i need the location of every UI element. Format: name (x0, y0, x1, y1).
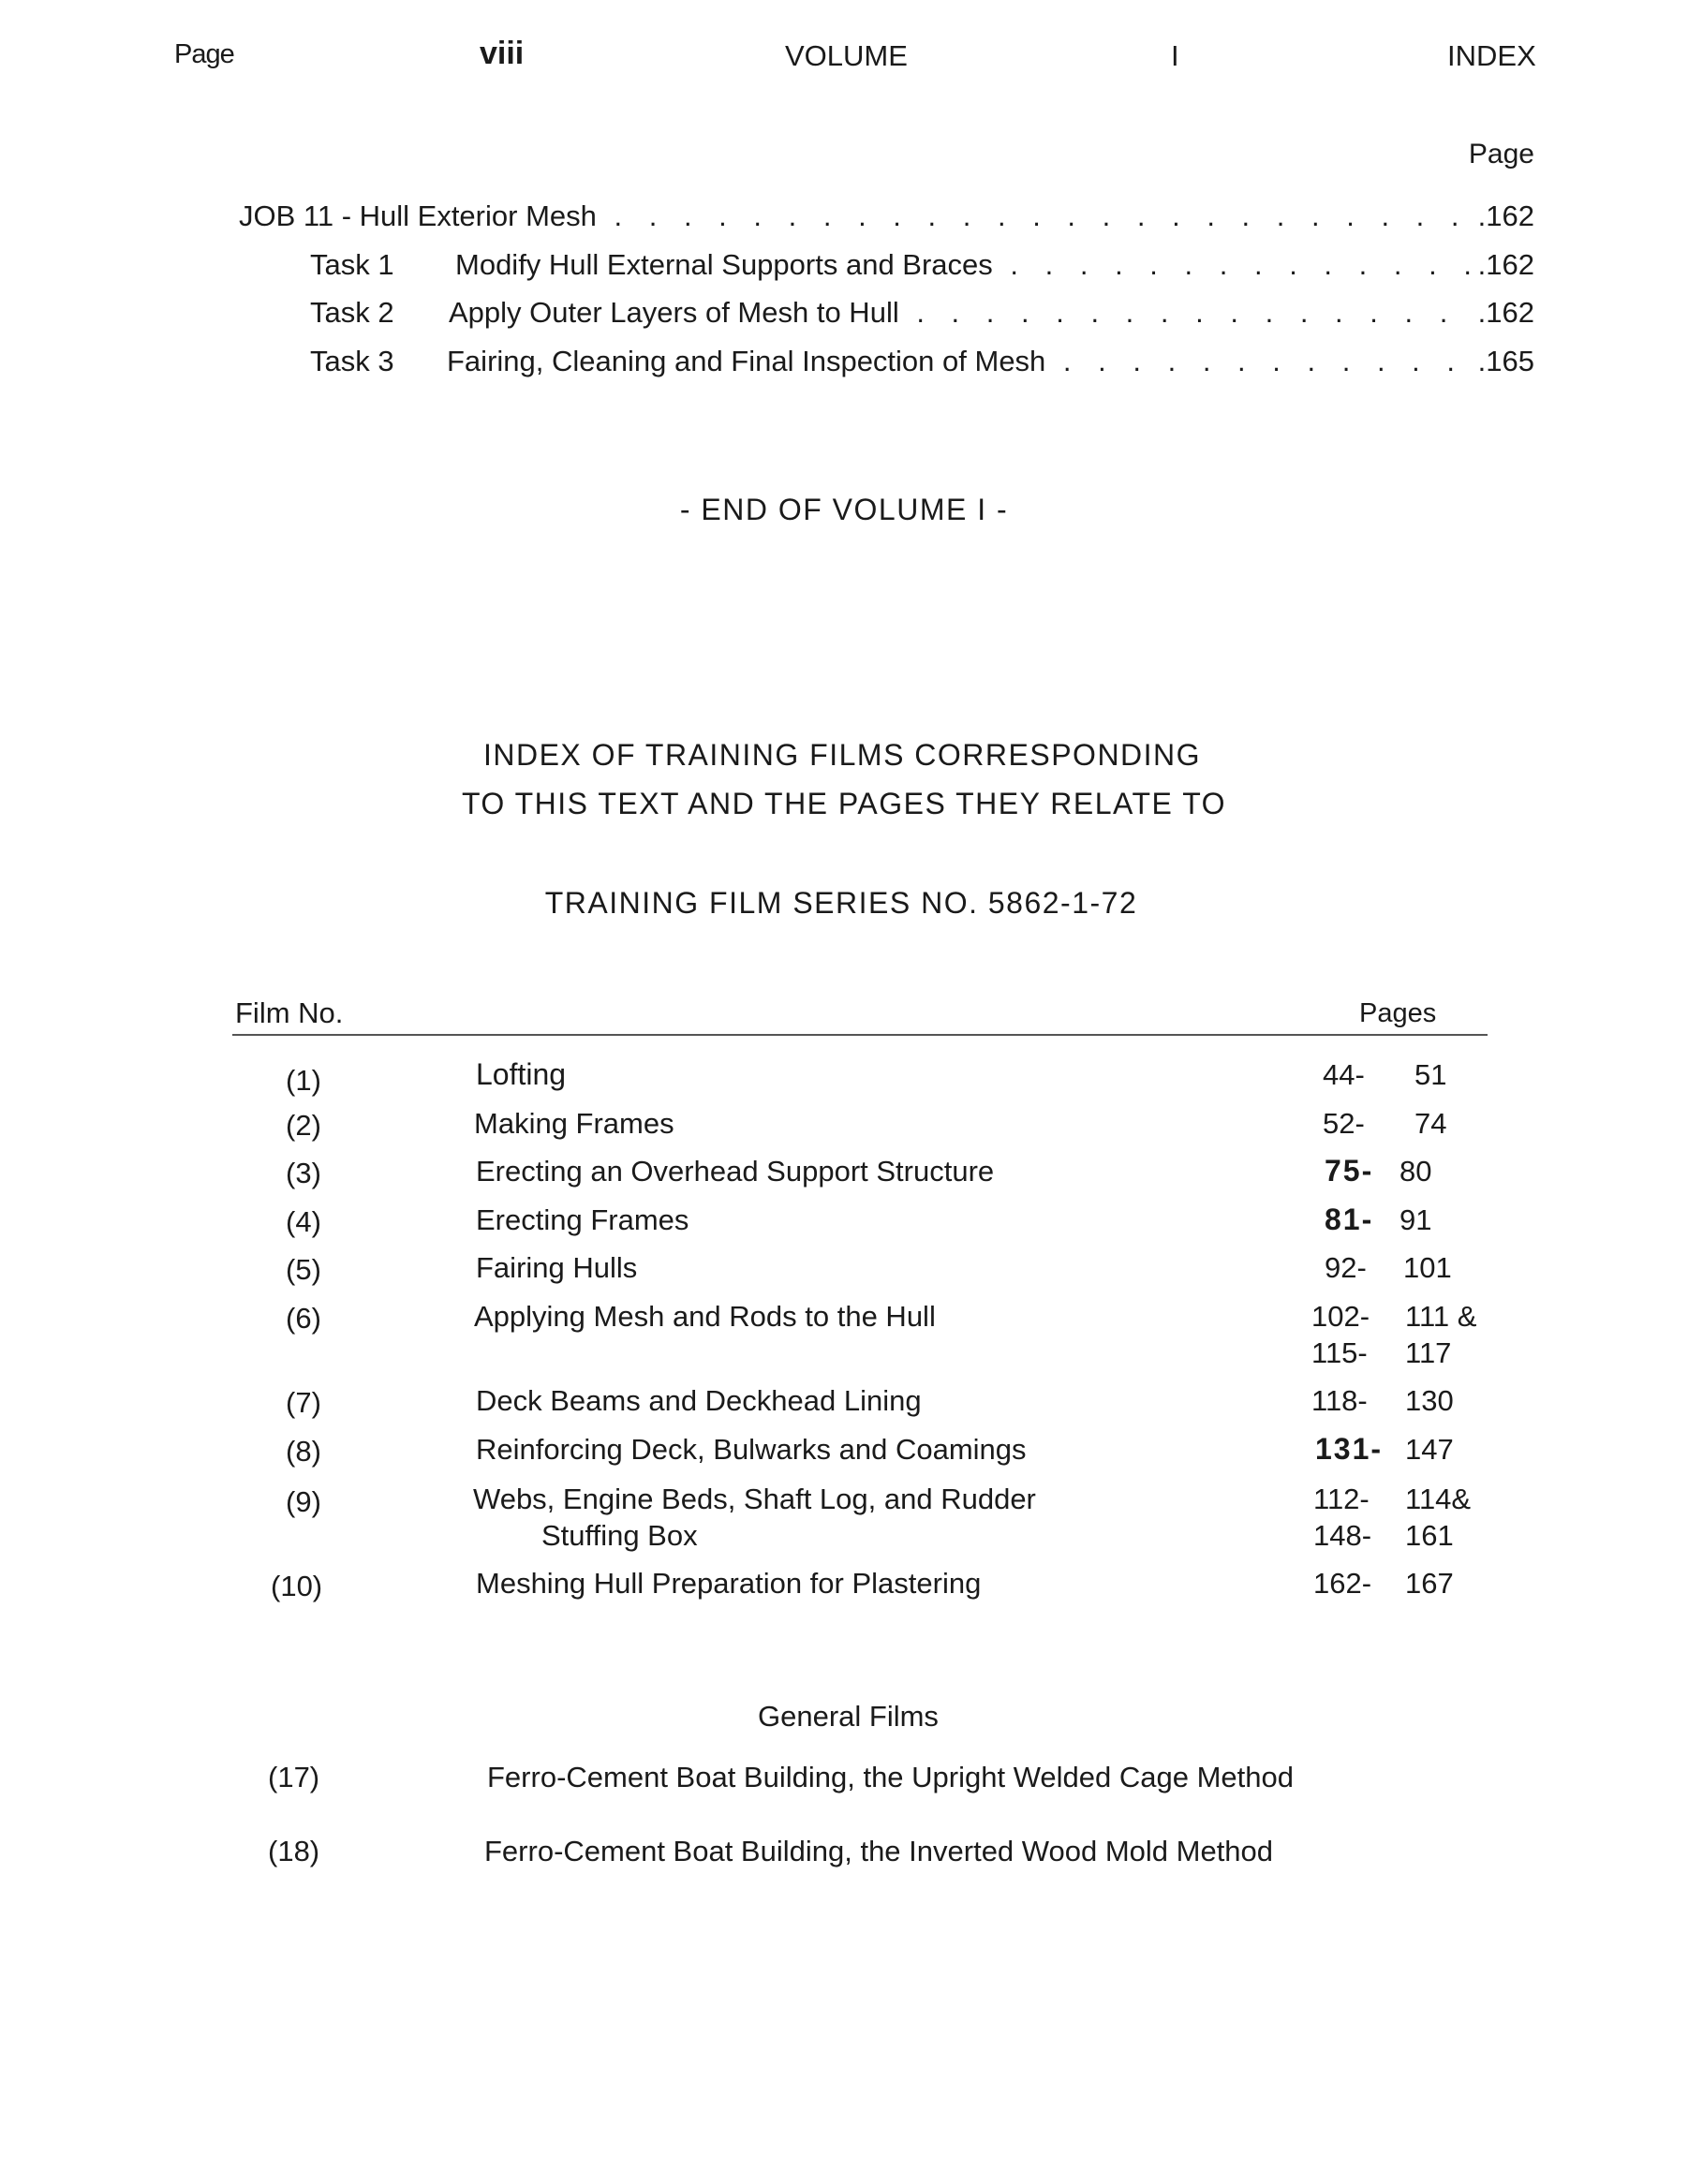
film-title: Applying Mesh and Rods to the Hull (474, 1300, 936, 1333)
film-number: (1) (286, 1064, 321, 1097)
film-title: Deck Beams and Deckhead Lining (476, 1384, 922, 1417)
header-page-word: Page (174, 39, 234, 69)
film-title: Making Frames (474, 1107, 674, 1140)
general-film-title: Ferro-Cement Boat Building, the Upright Welded Cage Method (487, 1761, 1294, 1793)
pages-column-heading: Pages (1359, 998, 1437, 1028)
film-number-column-heading: Film No. (235, 996, 344, 1029)
column-heading-rule (232, 1034, 1488, 1036)
film-pages: 118- 130 (1311, 1384, 1454, 1417)
toc-job-page: .162 (1477, 199, 1534, 232)
film-pages: 92- 101 (1325, 1251, 1452, 1284)
end-of-volume-marker: - END OF VOLUME I - (679, 493, 1009, 526)
toc-job-label: JOB 11 - Hull Exterior Mesh . . . (239, 199, 1534, 233)
films-index-title-line2: TO THIS TEXT AND THE PAGES THEY RELATE TO (461, 787, 1227, 820)
toc-task-title: Apply Outer Layers of Mesh to Hull . . . (449, 296, 1534, 330)
film-title: Erecting Frames (476, 1203, 689, 1236)
film-number: (2) (286, 1109, 321, 1142)
film-pages: 162- 167 (1313, 1567, 1454, 1600)
film-number: (10) (271, 1570, 323, 1602)
general-film-title: Ferro-Cement Boat Building, the Inverted Wood Mold Method (484, 1835, 1274, 1867)
film-pages: 102- 111 & 115- 117 (1311, 1300, 1477, 1369)
toc-job-row (0, 199, 1703, 237)
header-volume-number: I (1171, 39, 1179, 72)
film-number: (7) (286, 1386, 321, 1419)
film-title: Fairing Hulls (476, 1251, 638, 1284)
film-series-number: TRAINING FILM SERIES NO. 5862-1-72 (544, 886, 1138, 920)
toc-task-row (0, 345, 1703, 382)
film-title: Meshing Hull Preparation for Plastering (476, 1567, 982, 1600)
toc-task-title: Modify Hull External Supports and Braces . . . (455, 248, 1534, 282)
toc-task-page: .162 (1477, 296, 1534, 329)
film-pages: 52- 74 (1323, 1107, 1447, 1140)
film-title: Webs, Engine Beds, Shaft Log, and Rudder Stuffing Box (473, 1483, 1036, 1552)
film-pages: 75- 80 (1325, 1154, 1432, 1188)
film-title: Lofting (476, 1057, 567, 1091)
film-number: (6) (286, 1302, 321, 1335)
toc-page-column-heading: Page (1468, 139, 1534, 170)
film-pages: 81- 91 (1325, 1203, 1432, 1236)
toc-task-row (0, 248, 1703, 286)
toc-task-label: Task 1 (310, 248, 394, 281)
films-index-title-line1: INDEX OF TRAINING FILMS CORRESPONDING (482, 738, 1202, 772)
film-number: (5) (286, 1253, 321, 1286)
toc-task-page: .162 (1477, 248, 1534, 281)
film-pages: 44- 51 (1323, 1058, 1447, 1091)
header-index-word: INDEX (1447, 39, 1536, 72)
toc-task-label: Task 3 (310, 345, 394, 377)
film-title: Reinforcing Deck, Bulwarks and Coamings (476, 1433, 1027, 1466)
film-title: Erecting an Overhead Support Structure (476, 1155, 995, 1188)
toc-task-row (0, 296, 1703, 333)
film-number: (9) (286, 1485, 321, 1518)
header-volume-word: VOLUME (785, 39, 908, 72)
film-number: (4) (286, 1205, 321, 1238)
toc-task-page: .165 (1477, 345, 1534, 377)
film-number: (8) (286, 1435, 321, 1468)
header-page-number: viii (480, 36, 525, 71)
toc-task-label: Task 2 (310, 296, 394, 329)
film-pages: 112- 114& 148- 161 (1313, 1483, 1472, 1552)
general-films-heading: General Films (758, 1700, 939, 1733)
film-number: (3) (286, 1157, 321, 1189)
toc-task-title: Fairing, Cleaning and Final Inspection of Mesh . . . (447, 345, 1534, 378)
general-film-number: (17) (268, 1761, 320, 1793)
general-film-number: (18) (268, 1835, 320, 1867)
film-pages: 131- 147 (1315, 1432, 1454, 1466)
